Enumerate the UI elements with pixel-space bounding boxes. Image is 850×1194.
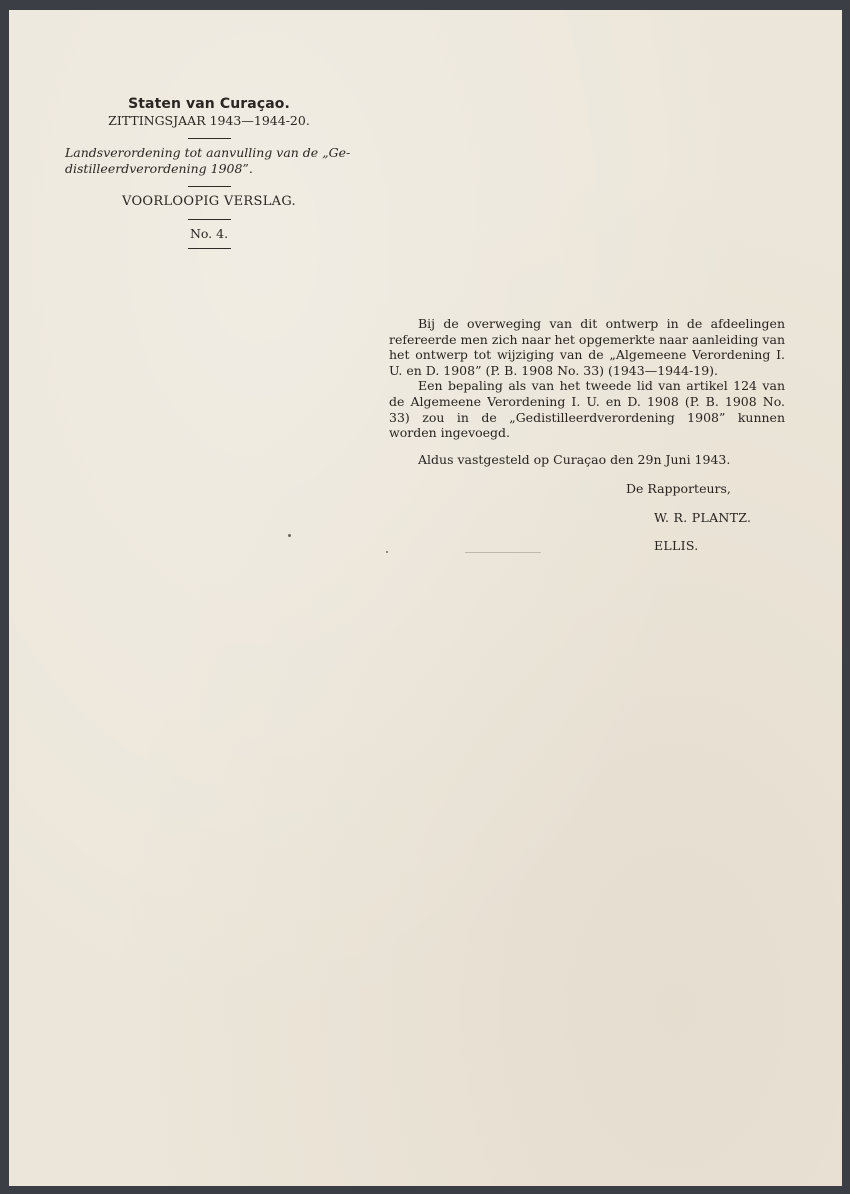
header-divider (188, 219, 231, 220)
signatories-label: De Rapporteurs, (626, 481, 731, 496)
report-body (389, 316, 785, 441)
document-page (9, 10, 842, 1186)
header-divider (188, 138, 231, 139)
document-number: No. 4. (189, 226, 229, 241)
report-title: VOORLOOPIG VERSLAG. (122, 194, 296, 209)
page-title: Staten van Curaçao. (128, 96, 290, 112)
signatory-1: W. R. PLANTZ. (654, 510, 752, 525)
subject-line-2: distilleerdverordening 1908”. (65, 161, 253, 176)
signatory-2: ELLIS. (654, 538, 699, 553)
paper-speck (386, 551, 388, 553)
header-divider (188, 248, 231, 249)
session-line: ZITTINGSJAAR 1943—1944-20. (108, 113, 310, 128)
body-paragraph-1: Bij de overweging van dit ontwerp in de afdeelingen refereerde men zich naar het opgemerkte naar aanleiding van het ontwerp tot wijziging van de „Algemeene Verordening I. U. en D. 1908” (P. B. 1908 No. 33) (1943—1944-19). (389, 316, 785, 378)
paper-mark (465, 552, 541, 553)
paper-speck (288, 534, 291, 537)
document-header (61, 96, 357, 255)
closing-statement: Aldus vastgesteld op Curaçao den 29n Juni 1943. (418, 452, 731, 467)
body-paragraph-2: Een bepaling als van het tweede lid van artikel 124 van de Algemeene Verordening I. U. en D. 1908 (P. B. 1908 No. 33) zou in de „Gedistilleerdverordening 1908” kunnen worden ingevoegd. (389, 378, 785, 441)
header-divider (188, 186, 231, 187)
subject-line-1: Landsverordening tot aanvulling van de „Ge- (65, 145, 351, 160)
